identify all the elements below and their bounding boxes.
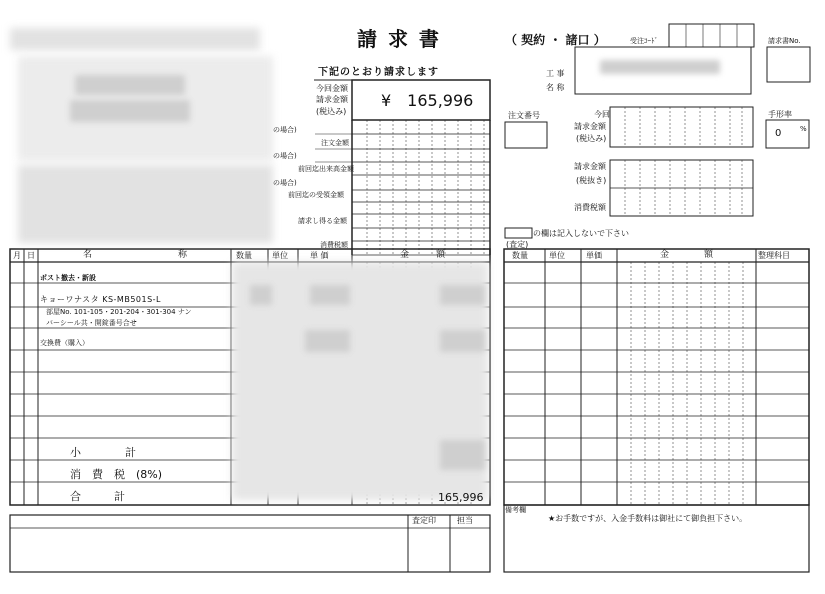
header-quantity: 数量 xyxy=(236,251,252,260)
total-value: 165,996 xyxy=(438,491,484,504)
right-header-amount-1: 金 xyxy=(660,250,670,260)
item-line-4: 交換費（購入） xyxy=(40,339,89,347)
row-label-1: 注文金額 xyxy=(321,139,349,147)
billing-amount-label: 請求金額 xyxy=(316,95,348,104)
order-number-label: 注文番号 xyxy=(508,111,540,120)
redacted-price xyxy=(310,285,350,305)
tax-excluded-label: (税抜き) xyxy=(576,176,607,185)
header-month: 月 xyxy=(13,251,21,260)
header-day: 日 xyxy=(27,251,35,260)
row-label-5: 前回迄の受領金額 xyxy=(288,191,344,199)
pre-tax-billing-label: 請求金額 xyxy=(574,162,606,171)
person-in-charge-label: 担当 xyxy=(457,516,473,525)
contract-type-label: （ 契約 ・ 諸口 ） xyxy=(505,33,606,47)
remarks-note: ★お手数ですが、入金手数料は御社にて御負担下さい。 xyxy=(548,514,748,523)
right-billing-amount-label: 請求金額 xyxy=(574,122,606,131)
row-label-0: の場合) xyxy=(273,126,297,134)
total-label: 合 計 xyxy=(70,490,125,503)
right-tax-in-label: (税込み) xyxy=(576,134,607,143)
row-label-6: 請求し得る金額 xyxy=(298,217,347,225)
current-amount-label: 今回金額 xyxy=(316,84,348,93)
billing-statement: 下記のとおり請求します xyxy=(318,67,439,78)
redacted-amount xyxy=(440,285,485,305)
right-header-unit-price: 単価 xyxy=(586,251,602,260)
redacted-subtotal xyxy=(440,440,485,470)
redacted-construction-name xyxy=(600,60,720,74)
redacted-price-2 xyxy=(305,330,350,352)
right-header-quantity: 数量 xyxy=(512,251,528,260)
tax-label: 消 費 税 (8%) xyxy=(70,468,163,481)
header-name-2: 称 xyxy=(178,250,188,260)
no-fill-note: の欄は記入しないで下さい xyxy=(533,229,629,238)
item-line-1: キョーワナスタ KS-MB501S-L xyxy=(40,295,162,304)
redacted-company-name-2 xyxy=(70,100,190,122)
item-line-0: ポスト撤去・新設 xyxy=(40,274,96,282)
row-label-3: 前回迄出来高金額 xyxy=(298,165,354,173)
redacted-address-block xyxy=(18,165,273,243)
item-line-3: バーシール共・開錠番号合せ xyxy=(46,319,137,327)
subtotal-label: 小 計 xyxy=(70,446,136,459)
header-unit: 単位 xyxy=(272,251,288,260)
invoice-no-label: 請求書No. xyxy=(768,37,801,45)
current-amount-value: ¥ 165,996 xyxy=(381,91,474,110)
construction-name-label: 名 称 xyxy=(546,83,565,92)
assessment-label: (査定) xyxy=(506,240,529,249)
redacted-amount-2 xyxy=(440,330,485,352)
redacted-company-line xyxy=(10,28,260,50)
right-header-amount-2: 額 xyxy=(704,250,714,260)
header-amount-2: 額 xyxy=(436,250,446,260)
item-line-2: 部屋No. 101-105・201-204・301-304 ナン xyxy=(46,308,192,316)
bill-rate-value: 0 xyxy=(775,128,782,139)
header-amount-1: 金 xyxy=(400,250,410,260)
order-code-label: 受注ｺｰﾄﾞ xyxy=(630,37,658,45)
header-unit-price: 単 価 xyxy=(310,251,329,260)
right-header-unit: 単位 xyxy=(549,251,565,260)
tax-included-label: (税込み) xyxy=(316,107,347,116)
redacted-company-name xyxy=(75,75,185,95)
row-label-7: 消費税額 xyxy=(320,241,348,249)
construction-label: 工 事 xyxy=(546,69,565,78)
redacted-qty xyxy=(250,285,272,305)
invoice-title: 請 求 書 xyxy=(357,27,441,51)
percent-sign: % xyxy=(800,125,807,133)
header-name-1: 名 xyxy=(83,250,93,260)
row-label-2: の場合) xyxy=(273,152,297,160)
assessment-stamp-label: 査定印 xyxy=(412,516,436,525)
row-label-4: の場合) xyxy=(273,179,297,187)
bill-rate-label: 手形率 xyxy=(768,110,792,119)
tax-amount-label: 消費税額 xyxy=(574,203,606,212)
remarks-label: 備考欄 xyxy=(505,506,526,514)
current-label: 今回 xyxy=(594,110,610,119)
right-header-account: 整理科目 xyxy=(758,251,790,260)
